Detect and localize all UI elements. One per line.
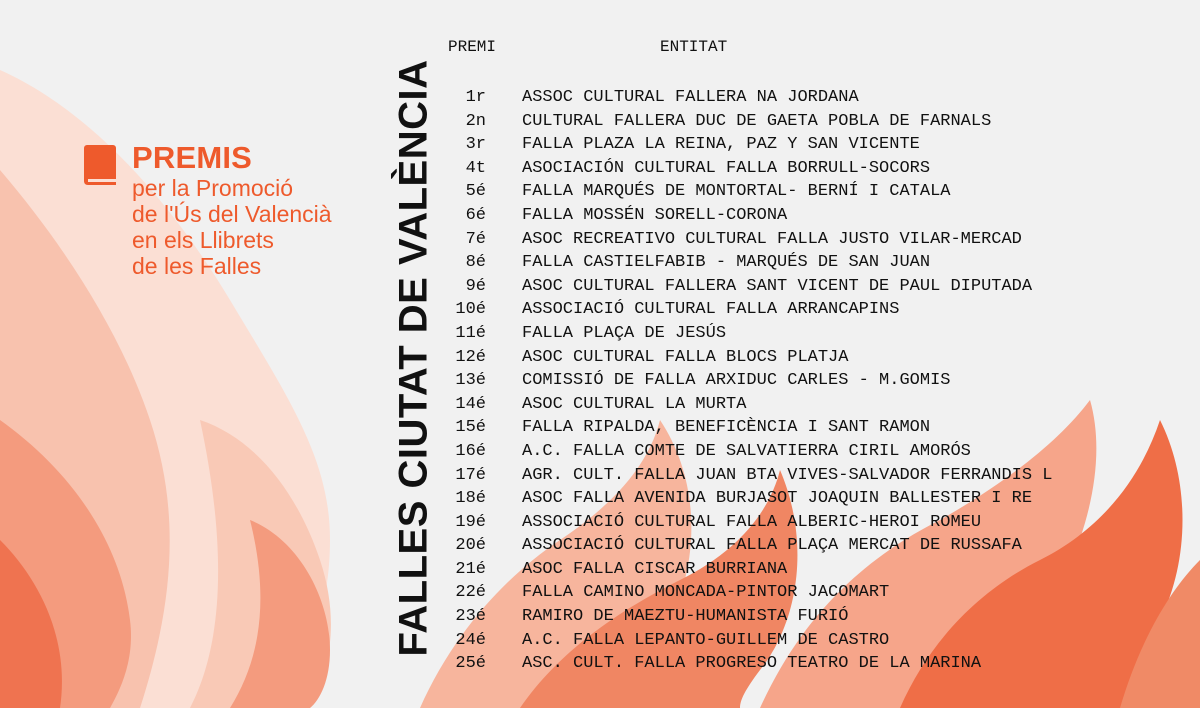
prize-row: [440, 322, 1200, 346]
prize-rank: 3r: [465, 135, 486, 155]
prize-row: [440, 464, 1200, 488]
entity-name: ASOC FALLA AVENIDA BURJASOT JOAQUIN BALLESTER I RE: [522, 489, 1033, 509]
prize-rank: 7é: [465, 229, 486, 249]
column-header-premi: PREMI: [448, 38, 497, 56]
prize-rank: 13é: [455, 371, 486, 391]
prize-rank: 21é: [455, 559, 486, 579]
vertical-title: FALLES CIUTAT DE VALÈNCIA: [391, 59, 436, 657]
prize-row: [440, 275, 1200, 299]
entity-name: FALLA MOSSÉN SORELL-CORONA: [522, 205, 788, 225]
prize-rank: 19é: [455, 512, 486, 532]
prize-row: [440, 487, 1200, 511]
entity-name: ASC. CULT. FALLA PROGRESO TEATRO DE LA MARINA: [522, 654, 982, 674]
prize-row: [440, 298, 1200, 322]
prize-row: [440, 581, 1200, 605]
entity-name: ASSOCIACIÓ CULTURAL FALLA ALBERIC-HEROI ROMEU: [522, 512, 982, 532]
prize-rank: 6é: [465, 205, 486, 225]
entity-name: CULTURAL FALLERA DUC DE GAETA POBLA DE FARNALS: [522, 111, 992, 131]
prize-rank: 25é: [455, 654, 486, 674]
logo-subtitle: [132, 175, 332, 279]
prize-row: [440, 228, 1200, 252]
prize-rank: 5é: [465, 182, 486, 202]
logo-title: PREMIS: [132, 140, 253, 175]
prize-row: [440, 534, 1200, 558]
prize-row: [440, 133, 1200, 157]
logo-line: de les Falles: [132, 253, 262, 279]
prize-rank: 1r: [465, 88, 486, 107]
prize-row: [440, 629, 1200, 653]
prize-rank: 9é: [465, 276, 486, 296]
prize-row: [440, 605, 1200, 629]
entity-name: FALLA CAMINO MONCADA-PINTOR JACOMART: [522, 583, 890, 603]
prize-row: [440, 393, 1200, 417]
entity-name: FALLA RIPALDA, BENEFICÈNCIA I SANT RAMON: [522, 418, 931, 438]
entity-name: COMISSIÓ DE FALLA ARXIDUC CARLES - M.GOMIS: [522, 371, 951, 391]
prize-rank: 16é: [455, 441, 486, 461]
prize-rank: 12é: [455, 347, 486, 367]
prize-row: [440, 369, 1200, 393]
logo-line: per la Promoció: [132, 175, 294, 201]
entity-name: ASOC RECREATIVO CULTURAL FALLA JUSTO VILAR-MERCAD: [522, 229, 1022, 249]
entity-name: ASSOC CULTURAL FALLERA NA JORDANA: [522, 88, 859, 107]
prize-rank: 18é: [455, 489, 486, 509]
logo-line: de l'Ús del Valencià: [132, 201, 332, 227]
entity-name: A.C. FALLA COMTE DE SALVATIERRA CIRIL AMORÓS: [522, 441, 971, 461]
prize-rank: 23é: [455, 607, 486, 627]
prize-rank: 10é: [455, 300, 486, 320]
prize-rank: 22é: [455, 583, 486, 603]
entity-name: AGR. CULT. FALLA JUAN BTA VIVES-SALVADOR FERRANDIS L: [522, 465, 1053, 485]
entity-name: FALLA PLAZA LA REINA, PAZ Y SAN VICENTE: [522, 135, 920, 155]
entity-name: ASOC CULTURAL LA MURTA: [522, 394, 747, 414]
entity-name: RAMIRO DE MAEZTU-HUMANISTA FURIÓ: [522, 607, 849, 627]
prize-row: [440, 346, 1200, 370]
prize-rank: 11é: [455, 323, 486, 343]
prize-rank: 24é: [455, 630, 486, 650]
entity-name: ASSOCIACIÓ CULTURAL FALLA PLAÇA MERCAT DE RUSSAFA: [522, 536, 1022, 556]
entity-name: ASOCIACIÓN CULTURAL FALLA BORRULL-SOCORS: [522, 158, 931, 178]
prize-row: [440, 110, 1200, 134]
prize-row: [440, 86, 1200, 110]
book-icon: [84, 145, 120, 185]
entity-name: ASOC CULTURAL FALLA BLOCS PLATJA: [522, 347, 849, 367]
prize-row: [440, 416, 1200, 440]
prize-row: [440, 558, 1200, 582]
prize-row: [440, 180, 1200, 204]
prize-rank: 17é: [455, 465, 486, 485]
prize-rank: 2n: [465, 111, 486, 131]
entity-name: FALLA MARQUÉS DE MONTORTAL- BERNÍ I CATALA: [522, 182, 951, 202]
entity-name: ASSOCIACIÓ CULTURAL FALLA ARRANCAPINS: [522, 300, 900, 320]
prize-row: [440, 652, 1200, 676]
entity-name: ASOC FALLA CISCAR BURRIANA: [522, 559, 788, 579]
entity-name: FALLA PLAÇA DE JESÚS: [522, 323, 727, 343]
column-header-entitat: ENTITAT: [660, 38, 728, 56]
entity-name: FALLA CASTIELFABIB - MARQUÉS DE SAN JUAN: [522, 253, 931, 273]
entity-name: A.C. FALLA LEPANTO-GUILLEM DE CASTRO: [522, 630, 890, 650]
prize-rank: 8é: [465, 253, 486, 273]
prize-rank: 15é: [455, 418, 486, 438]
prize-rank: 4t: [465, 158, 486, 178]
prize-rank: 20é: [455, 536, 486, 556]
prize-row: [440, 251, 1200, 275]
prize-list: [440, 86, 1200, 676]
prize-row: [440, 511, 1200, 535]
entity-name: ASOC CULTURAL FALLERA SANT VICENT DE PAUL DIPUTADA: [522, 276, 1033, 296]
logo-line: en els Llibrets: [132, 227, 274, 253]
prize-row: [440, 440, 1200, 464]
prize-rank: 14é: [455, 394, 486, 414]
prize-row: [440, 157, 1200, 181]
prize-row: [440, 204, 1200, 228]
